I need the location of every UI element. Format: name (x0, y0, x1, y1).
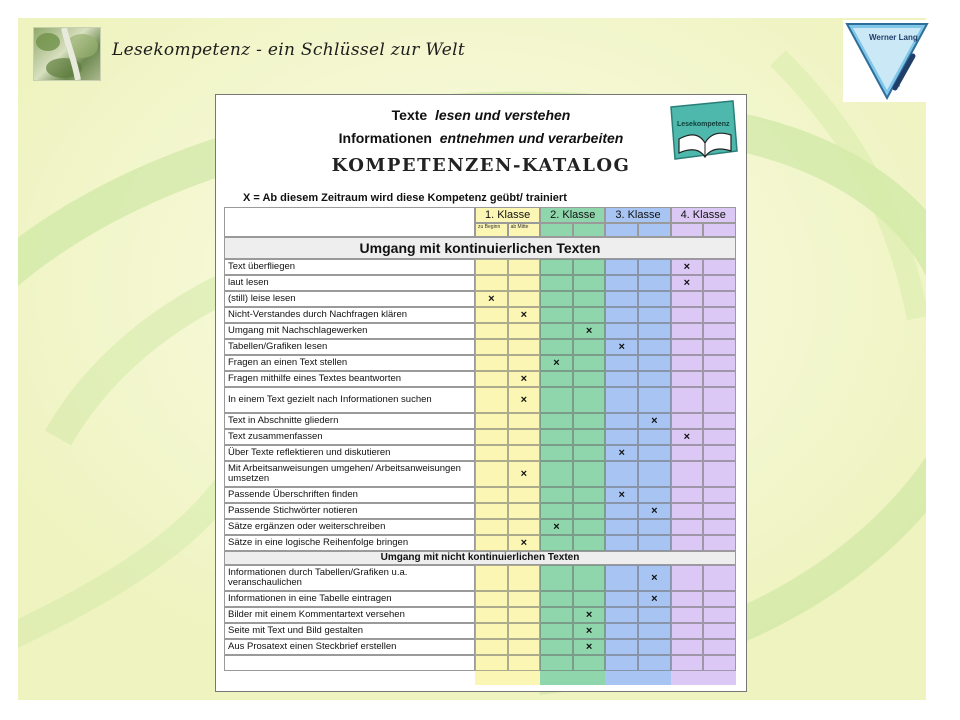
table-cell (605, 291, 638, 307)
table-cell (703, 371, 736, 387)
table-cell (703, 655, 736, 671)
competence-row-label: Passende Überschriften finden (224, 487, 475, 503)
table-cell (573, 371, 606, 387)
table-cell (573, 259, 606, 275)
table-cell (671, 639, 704, 655)
competence-row-label: Seite mit Text und Bild gestalten (224, 623, 475, 639)
table-cell (605, 535, 638, 551)
table-cell (703, 445, 736, 461)
table-cell (508, 607, 541, 623)
table-cell (573, 655, 606, 671)
document-title-line-2: Informationen entnehmen und verarbeiten (338, 130, 624, 146)
table-cell (475, 519, 508, 535)
table-cell (475, 445, 508, 461)
competence-mark: × (585, 625, 593, 637)
competence-mark: × (618, 341, 625, 353)
competence-row-label: Passende Stichwörter notieren (224, 503, 475, 519)
competence-table (224, 207, 736, 685)
table-cell (508, 565, 541, 591)
table-cell (703, 307, 736, 323)
competence-mark: × (683, 277, 691, 289)
competence-mark: × (520, 468, 528, 480)
table-cell (703, 259, 736, 275)
section-header: Umgang mit kontinuierlichen Texten (224, 237, 736, 259)
table-cell (475, 307, 508, 323)
table-cell (475, 591, 508, 607)
table-cell (573, 591, 606, 607)
table-cell (703, 413, 736, 429)
table-cell (671, 519, 704, 535)
table-cell (703, 487, 736, 503)
competence-mark: × (585, 641, 593, 653)
table-cell (540, 591, 573, 607)
table-cell (703, 623, 736, 639)
competence-row-label: Text zusammenfassen (224, 429, 475, 445)
grade-subheader (540, 223, 573, 237)
table-cell (703, 639, 736, 655)
table-cell (508, 275, 541, 291)
legend-text: X = Ab diesem Zeitraum wird diese Kompetenz geübt/ trainiert (243, 192, 567, 204)
table-cell (475, 429, 508, 445)
table-cell (573, 307, 606, 323)
table-cell (475, 275, 508, 291)
grade-subheader (605, 223, 638, 237)
competence-row-label: Fragen mithilfe eines Textes beantworten (224, 371, 475, 387)
header-photo (33, 27, 101, 81)
table-cell (605, 607, 638, 623)
competence-row-label: Fragen an einen Text stellen (224, 355, 475, 371)
table-cell (605, 503, 638, 519)
table-cell (508, 323, 541, 339)
competence-row-label: Sätze ergänzen oder weiterschreiben (224, 519, 475, 535)
book-label: Lesekompetenz (677, 121, 730, 128)
table-cell (638, 387, 671, 413)
section-header: Umgang mit nicht kontinuierlichen Texten (224, 551, 736, 565)
table-cell (540, 413, 573, 429)
table-cell (475, 565, 508, 591)
table-cell (475, 655, 508, 671)
table-cell (475, 371, 508, 387)
table-cell (703, 607, 736, 623)
table-cell (540, 487, 573, 503)
competence-row-label: In einem Text gezielt nach Informationen suchen (224, 387, 475, 413)
competence-row-label-empty (224, 655, 475, 671)
table-cell (638, 323, 671, 339)
table-cell (703, 275, 736, 291)
table-cell (703, 461, 736, 487)
table-cell (671, 445, 704, 461)
table-cell (573, 445, 606, 461)
table-cell (475, 623, 508, 639)
table-cell (703, 387, 736, 413)
table-cell (671, 323, 704, 339)
table-cell (605, 323, 638, 339)
table-cell (540, 275, 573, 291)
table-cell (573, 487, 606, 503)
table-cell (540, 503, 573, 519)
table-cell (475, 461, 508, 487)
table-cell (540, 323, 573, 339)
competence-mark: × (520, 309, 528, 321)
table-header-blank (224, 207, 475, 237)
table-cell (638, 291, 671, 307)
table-cell (671, 623, 704, 639)
table-cell (605, 623, 638, 639)
table-cell (508, 429, 541, 445)
grade-header: 2. Klasse (540, 207, 605, 223)
grade-subheader: ab Mitte (508, 223, 541, 237)
grade-header: 3. Klasse (605, 207, 670, 223)
table-cell (703, 339, 736, 355)
competence-mark: × (553, 521, 560, 533)
table-cell (540, 387, 573, 413)
table-cell (671, 307, 704, 323)
table-cell (573, 565, 606, 591)
table-cell (638, 623, 671, 639)
table-cell (605, 565, 638, 591)
table-cell (475, 387, 508, 413)
table-cell (540, 565, 573, 591)
table-cell (671, 371, 704, 387)
table-cell (671, 387, 704, 413)
author-logo (843, 20, 931, 102)
table-cell (605, 461, 638, 487)
table-cell (573, 503, 606, 519)
grade-header: 4. Klasse (671, 207, 736, 223)
competence-mark: × (651, 572, 658, 584)
table-cell (540, 623, 573, 639)
table-cell (573, 535, 606, 551)
competence-mark: × (488, 293, 495, 305)
table-cell (573, 355, 606, 371)
table-cell (508, 413, 541, 429)
table-cell (540, 639, 573, 655)
table-cell (508, 591, 541, 607)
table-cell (540, 445, 573, 461)
table-cell (671, 607, 704, 623)
grade-subheader (671, 223, 704, 237)
table-cell (703, 323, 736, 339)
table-cell (573, 519, 606, 535)
table-cell (703, 503, 736, 519)
table-cell (573, 339, 606, 355)
competence-row-label: Text überfliegen (224, 259, 475, 275)
table-cell (703, 429, 736, 445)
table-cell (638, 535, 671, 551)
table-cell (540, 461, 573, 487)
table-cell (508, 655, 541, 671)
competence-row-label: Aus Prosatext einen Steckbrief erstellen (224, 639, 475, 655)
table-cell (475, 607, 508, 623)
table-cell (475, 323, 508, 339)
table-cell (671, 339, 704, 355)
table-cell (573, 291, 606, 307)
table-cell (671, 535, 704, 551)
table-cell (671, 461, 704, 487)
table-cell (475, 259, 508, 275)
table-cell (605, 371, 638, 387)
competence-catalog-document (215, 94, 747, 692)
table-cell (540, 607, 573, 623)
table-cell (638, 307, 671, 323)
competence-row-label: Informationen durch Tabellen/Grafiken u.a. veranschaulichen (224, 565, 475, 591)
competence-row-label: laut lesen (224, 275, 475, 291)
table-cell (605, 639, 638, 655)
competence-mark: × (651, 593, 658, 605)
table-cell (671, 487, 704, 503)
table-cell (540, 307, 573, 323)
table-cell (638, 445, 671, 461)
header-title: Lesekompetenz - ein Schlüssel zur Welt (112, 40, 466, 60)
table-cell (605, 307, 638, 323)
competence-row-label: Umgang mit Nachschlagewerken (224, 323, 475, 339)
table-cell (671, 355, 704, 371)
competence-row-label: Mit Arbeitsanweisungen umgehen/ Arbeitsanweisungen umsetzen (224, 461, 475, 487)
table-cell (508, 639, 541, 655)
table-cell (703, 565, 736, 591)
table-cell (475, 503, 508, 519)
table-cell (573, 429, 606, 445)
table-cell (573, 275, 606, 291)
table-cell (638, 429, 671, 445)
table-cell (638, 461, 671, 487)
competence-mark: × (618, 489, 625, 501)
competence-mark: × (553, 357, 560, 369)
table-cell (703, 291, 736, 307)
table-cell (605, 655, 638, 671)
table-cell (540, 259, 573, 275)
competence-row-label: Sätze in eine logische Reihenfolge bringen (224, 535, 475, 551)
competence-mark: × (683, 431, 691, 443)
table-cell (638, 371, 671, 387)
table-cell (638, 339, 671, 355)
table-cell (671, 291, 704, 307)
competence-mark: × (683, 261, 691, 273)
table-cell (605, 355, 638, 371)
table-cell (638, 607, 671, 623)
table-cell (671, 565, 704, 591)
table-cell (605, 519, 638, 535)
table-cell (508, 519, 541, 535)
catalog-title: KOMPETENZEN-KATALOG (331, 155, 631, 176)
table-cell (475, 487, 508, 503)
table-cell (671, 655, 704, 671)
document-title-line-1: Texte lesen und verstehen (391, 107, 571, 123)
table-cell (638, 355, 671, 371)
grade-subheader (638, 223, 671, 237)
table-cell (508, 355, 541, 371)
table-cell (638, 275, 671, 291)
table-cell (638, 487, 671, 503)
table-cell (475, 535, 508, 551)
competence-mark: × (520, 373, 528, 385)
table-cell (671, 413, 704, 429)
table-cell (540, 291, 573, 307)
table-cell (605, 259, 638, 275)
competence-mark: × (585, 325, 593, 337)
table-cell (671, 503, 704, 519)
grade-header: 1. Klasse (475, 207, 540, 223)
table-cell (540, 655, 573, 671)
table-cell (475, 355, 508, 371)
table-cell (703, 519, 736, 535)
competence-mark: × (520, 394, 528, 406)
table-cell (638, 519, 671, 535)
grade-subheader (703, 223, 736, 237)
grade-subheader: zu Beginn (475, 223, 508, 237)
competence-row-label: (still) leise lesen (224, 291, 475, 307)
table-cell (573, 387, 606, 413)
table-cell (638, 655, 671, 671)
grade-subheader (573, 223, 606, 237)
competence-row-label: Bilder mit einem Kommentartext versehen (224, 607, 475, 623)
competence-row-label: Tabellen/Grafiken lesen (224, 339, 475, 355)
table-cell (508, 445, 541, 461)
table-cell (540, 339, 573, 355)
competence-row-label: Über Texte reflektieren und diskutieren (224, 445, 475, 461)
table-cell (703, 355, 736, 371)
table-cell (475, 339, 508, 355)
table-cell (605, 591, 638, 607)
table-cell (573, 413, 606, 429)
table-cell (540, 371, 573, 387)
table-cell (703, 535, 736, 551)
plant-photo-icon (34, 28, 100, 80)
competence-mark: × (618, 447, 625, 459)
table-cell (508, 623, 541, 639)
table-cell (638, 259, 671, 275)
competence-mark: × (651, 505, 658, 517)
table-cell (508, 339, 541, 355)
table-cell (475, 413, 508, 429)
table-cell (475, 639, 508, 655)
competence-row-label: Nicht-Verstandes durch Nachfragen klären (224, 307, 475, 323)
table-cell (703, 591, 736, 607)
open-book-icon (661, 99, 743, 163)
table-cell (508, 259, 541, 275)
competence-mark: × (585, 609, 593, 621)
table-cell (508, 503, 541, 519)
table-cell (671, 591, 704, 607)
table-cell (508, 291, 541, 307)
table-cell (605, 429, 638, 445)
table-cell (573, 461, 606, 487)
table-cell (605, 413, 638, 429)
logo-text: Werner Lang (869, 33, 918, 42)
table-cell (540, 429, 573, 445)
table-cell (605, 275, 638, 291)
table-cell (638, 639, 671, 655)
competence-row-label: Informationen in eine Tabelle eintragen (224, 591, 475, 607)
competence-mark: × (520, 537, 528, 549)
table-cell (508, 487, 541, 503)
table-cell (605, 387, 638, 413)
competence-mark: × (651, 415, 658, 427)
table-cell (540, 535, 573, 551)
competence-row-label: Text in Abschnitte gliedern (224, 413, 475, 429)
